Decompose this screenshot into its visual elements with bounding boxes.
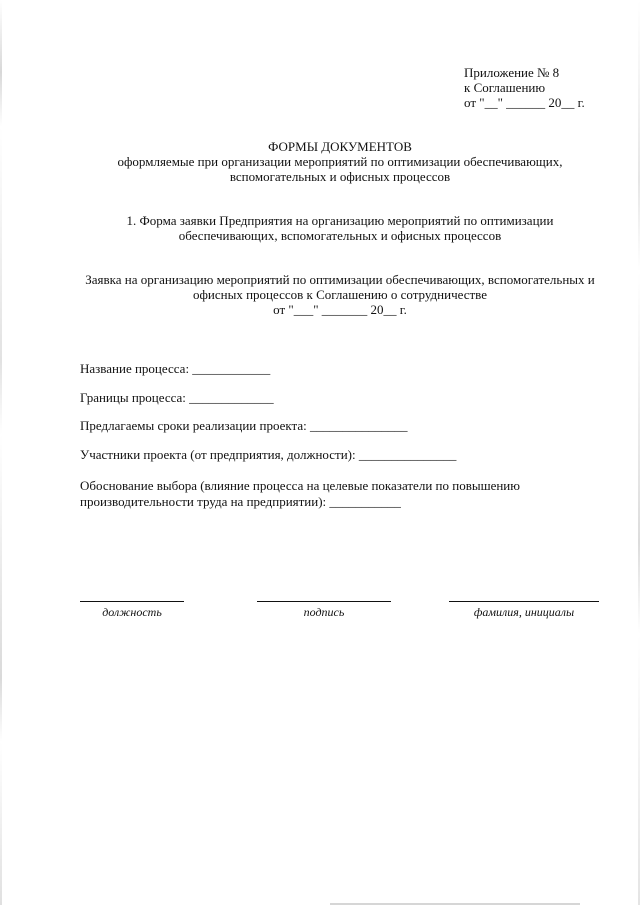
form-section-title-line-1: 1. Форма заявки Предприятия на организацию мероприятий по оптимизации [126,213,554,228]
application-title-line-2: офисных процессов к Соглашению о сотрудничестве [193,287,487,302]
form-section-title-line-2: обеспечивающих, вспомогательных и офисных процессов [178,228,502,243]
field-process-bounds: Границы процесса: _____________ [80,390,274,405]
application-title-line-1: Заявка на организацию мероприятий по оптимизации обеспечивающих, вспомогательных и [85,272,595,287]
position-label: должность [102,605,162,619]
annex-number: Приложение № 8 [464,65,560,80]
name-signature-line [449,601,599,602]
field-process-name: Название процесса: ____________ [80,361,271,376]
signature-label: подпись [303,605,345,619]
document-subtitle-line-1: оформляемые при организации мероприятий по оптимизации обеспечивающих, [117,154,563,169]
name-initials-label: фамилия, инициалы [473,605,575,619]
signature-line [257,601,391,602]
document-subtitle-line-2: вспомогательных и офисных процессов [229,169,451,184]
field-justification-line-2: производительности труда на предприятии): ___________ [80,494,401,509]
scan-edge-left [0,0,2,905]
application-date: от "___" _______ 20__ г. [273,302,407,317]
annex-agreement-ref: к Соглашению [464,80,546,95]
document-title: ФОРМЫ ДОКУМЕНТОВ [268,139,412,154]
field-proposed-terms: Предлагаемы сроки реализации проекта: _______________ [80,418,408,433]
field-justification-line-1: Обоснование выбора (влияние процесса на целевые показатели по повышению [80,478,520,493]
field-participants: Участники проекта (от предприятия, должности): _______________ [80,447,457,462]
annex-date: от "__" ______ 20__ г. [464,95,585,110]
position-signature-line [80,601,184,602]
